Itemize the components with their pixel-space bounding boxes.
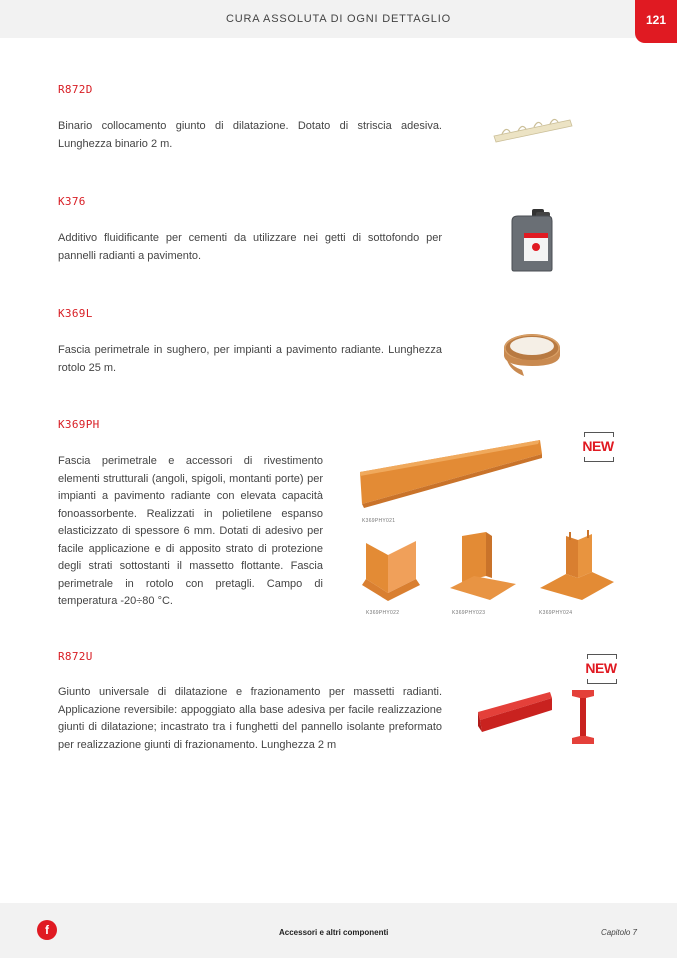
product-code: R872D	[58, 83, 93, 96]
door-jamb-image	[538, 530, 616, 604]
canister-image	[506, 207, 556, 273]
brand-logo: f	[37, 920, 57, 940]
corner-internal-image	[362, 535, 420, 601]
product-code: K376	[58, 195, 86, 208]
product-description: Fascia perimetrale e accessori di rivestimento elementi strutturali (angoli, spigoli, montanti porte) per impianti a pavimento radiante con elevata capacità fonoassorbente. Realizzati in polietilene espanso elasticizzato di spessore 6 mm. Dotati di adesivo per facile applicazione e di apposito strato di protezione degli strati sottostanti il massetto flottante. Fascia perimetrale in rotolo con pretagli. Campo di temperatura -20÷80 °C.	[58, 455, 323, 607]
page-number-tab: 121	[635, 0, 677, 43]
product-description: Fascia perimetrale in sughero, per impianti a pavimento radiante. Lunghezza rotolo 25 m.	[58, 344, 442, 374]
image-caption: K369PHY023	[452, 610, 486, 616]
product-description: Additivo fluidificante per cementi da utilizzare nei getti di sottofondo per pannelli radianti a pavimento.	[58, 232, 442, 262]
product-description: Giunto universale di dilatazione e frazionamento per massetti radianti. Applicazione reversibile: appoggiato alla base adesiva per facile realizzazione giunti di dilatazione; incastrato tra i funghetti del pannello isolante preformato per realizzazione giunti di frazionamento. Lunghezza 2 m	[58, 686, 442, 751]
perimeter-strip-image	[358, 436, 544, 508]
new-badge: NEW	[578, 432, 618, 466]
image-caption: K369PHY021	[362, 518, 396, 524]
footer-chapter: Capitolo 7	[600, 928, 637, 937]
image-caption: K369PHY022	[366, 610, 400, 616]
joint-section-image	[568, 688, 598, 746]
product-description: Binario collocamento giunto di dilatazione. Dotato di striscia adesiva. Lunghezza binario 2 m.	[58, 120, 442, 150]
joint-profile-image	[476, 688, 554, 736]
image-caption: K369PHY024	[539, 610, 573, 616]
product-code: K369PH	[58, 418, 100, 431]
header-title: CURA ASSOLUTA DI OGNI DETTAGLIO	[226, 13, 451, 25]
footer-section: Accessori e altri componenti	[279, 928, 389, 937]
product-code: R872U	[58, 650, 93, 663]
corner-external-image	[450, 532, 516, 604]
new-badge: NEW	[581, 654, 621, 688]
cork-roll-image	[498, 326, 564, 378]
page-header	[0, 0, 677, 38]
rail-image	[492, 114, 574, 148]
product-code: K369L	[58, 307, 93, 320]
